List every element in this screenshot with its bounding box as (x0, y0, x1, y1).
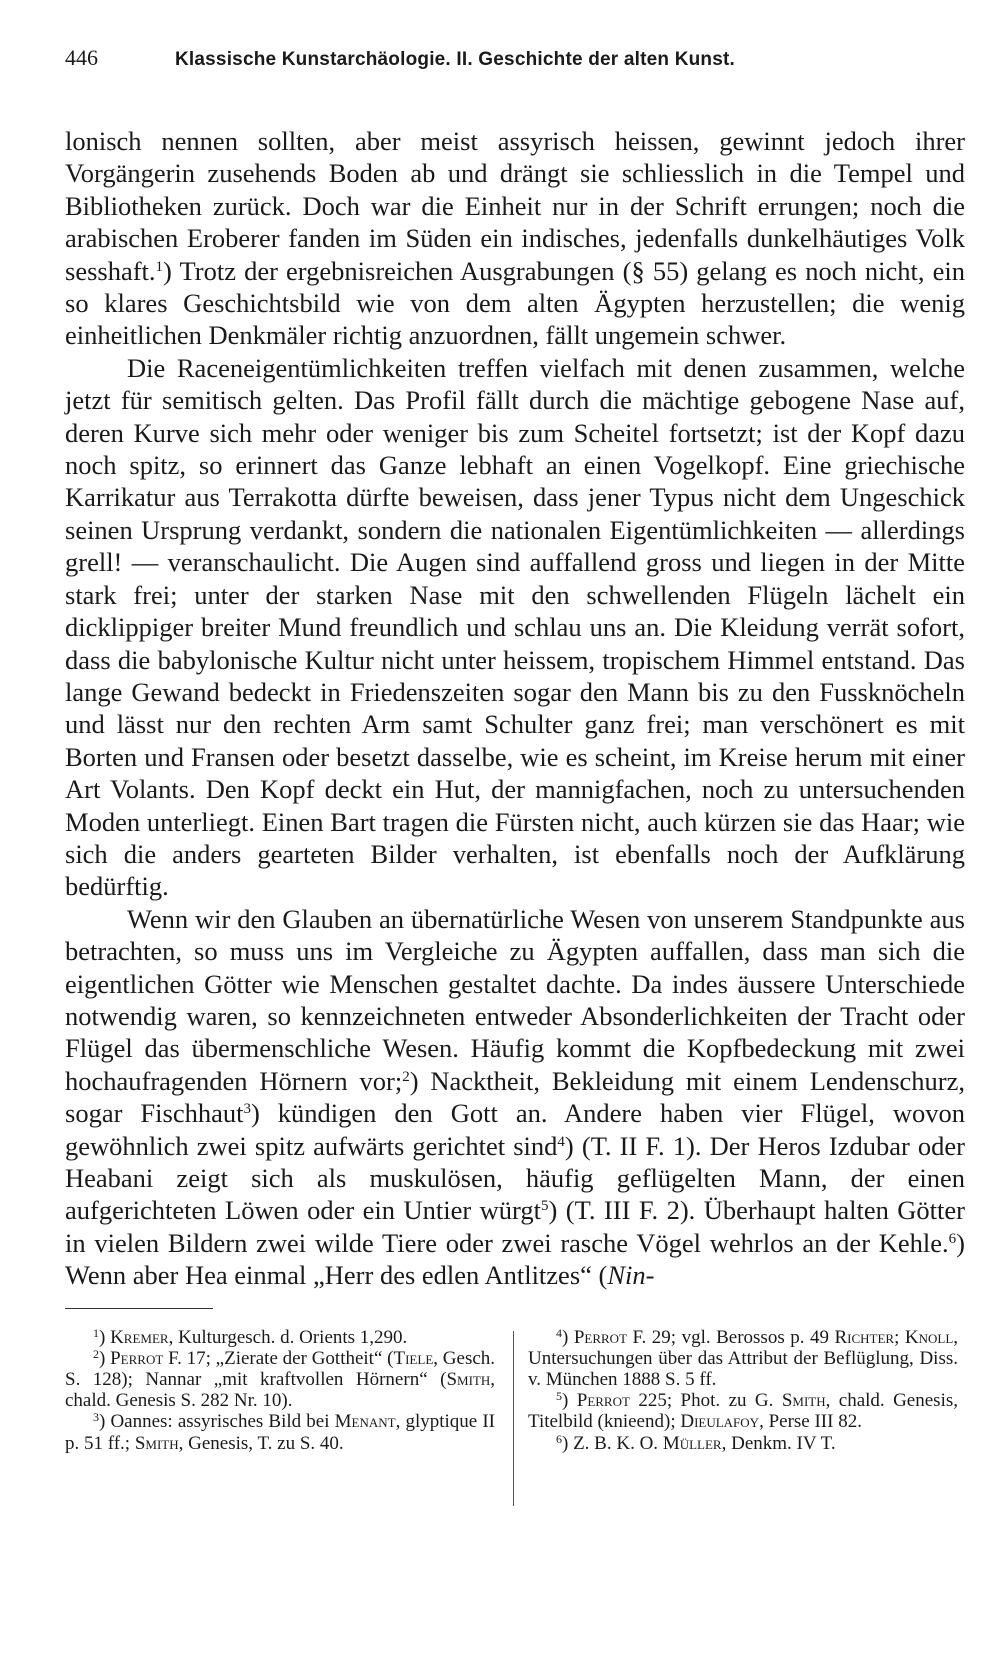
paragraph-1-text-a: lonisch nennen sollten, aber meist assyrisch heissen, gewinnt jedoch ihrer Vorgängerin zusehends Boden ab und drängt sie schliesslich in die Tempel und Bibliotheken zurück. Doch war die Einheit nur in der Schrift errungen; noch die arabischen Eroberer fanden im Süden ein indisches, jedenfalls dunkelhäutiges Volk sesshaft. (65, 126, 965, 286)
footnote-5-author: Perrot (576, 1390, 630, 1412)
footnote-ref-1: 1 (155, 258, 164, 275)
footnote-ref-3: 3 (243, 1101, 251, 1118)
footnote-4-author: Perrot (573, 1326, 628, 1348)
footnote-4-author-3: Knoll (904, 1326, 954, 1348)
paragraph-1-text-b: ) Trotz der ergebnisreichen Ausgrabungen (§ 55) gelang es noch nicht, ein so klares Geschichtsbild wie von dem alten Ägypten herzustellen; die wenig einheitlichen Denkmäler richtig anzuordnen, fällt ungemein schwer. (65, 255, 965, 351)
footnote-ref-2: 2 (402, 1068, 410, 1085)
footnote-2: $^2$) Perrot F. 17; „Zierate der Gottheit“ (Tiele, Gesch. S. 128); Nannar „mit kraftvollen Hörnern“ (Smith, chald. Genesis S. 282 Nr. 10). (65, 1346, 496, 1412)
page (65, 45, 965, 1506)
footnotes-right-column (528, 1327, 958, 1506)
paragraph-1 (65, 125, 965, 352)
paragraph-3-text-italic: Nin- (607, 1260, 655, 1291)
footnote-4-text: F. 29; vgl. Berossos p. 49 (627, 1326, 835, 1348)
footnote-6-text-2: , Denkm. IV T. (721, 1432, 836, 1454)
paragraph-3-text-c: ) kündigen den Gott an. Andere haben vier Flügel, wovon gewöhnlich zwei spitz aufwärts gerichtet sind (65, 1098, 965, 1161)
footnote-ref-5: 5 (541, 1198, 549, 1215)
paragraph-3-text-d: ) (T. II F. 1). Der Heros Izdubar oder Heabani zeigt sich als muskulösen, häufig geflügelten Mann, der einen aufgerichteten Löwen oder ein Untier würgt (65, 1130, 965, 1226)
footnote-4-text-2: , Untersuchungen über das Attribut der Beflüglung, Diss. v. München 1888 S. 5 ff. (528, 1326, 959, 1391)
footnote-column-divider (513, 1331, 514, 1506)
footnote-1-mark: 1 (93, 1325, 99, 1340)
paragraph-3-text-b: ) Nacktheit, Bekleidung mit einem Lendenschurz, sogar Fischhaut (65, 1065, 965, 1129)
paragraph-2: Die Raceneigentümlichkeiten treffen vielfach mit denen zusammen, welche jetzt für semitisch gelten. Das Profil fällt durch die mächtige gebogene Nase auf, deren Kurve sich mehr oder weniger bis zum Scheitel fortsetzt; ist der Kopf dazu noch spitz, so erinnert das Ganze lebhaft an einen Vogelkopf. Eine griechische Karrikatur aus Terrakotta dürfte beweisen, dass jener Typus nicht dem Ungeschick seinen Ursprung verdankt, sondern die nationalen Eigentümlichkeiten — allerdings grell! — veranschaulicht. Die Augen sind auffallend gross und liegen in der Mitte stark frei; unter der starken Nase mit den schwellenden Flügeln lächelt ein dicklippiger breiter Mund freundlich und schlau uns an. Die Kleidung verrät sofort, dass die babylonische Kultur nicht unter heissem, tropischem Himmel entstand. Das lange Gewand bedeckt in Friedenszeiten sogar den Mann bis zu den Fussknöcheln und lässt nur den rechten Arm samt Schulter ganz frei; man verschönert es mit Borten und Fransen oder besetzt dasselbe, wie es scheint, im Kreise herum mit einer Art Volants. Den Kopf deckt ein Hut, der mannigfachen, noch zu untersuchenden Moden unterliegt. Einen Bart tragen die Fürsten nicht, auch kürzen sie das Haar; wie sich die anders gearteten Bilder verhalten, ist ebenfalls noch der Aufklärung bedürftig. (65, 352, 965, 902)
footnote-5-mark: 5 (556, 1389, 562, 1404)
footnote-2-author-3: Smith (446, 1369, 491, 1391)
footnote-3-author: Menant (334, 1411, 396, 1433)
footnote-5: $^5$) Perrot 225; Phot. zu G. Smith, chald. Genesis, Titelbild (knieend); Dieulafoy, Perse III 82. (528, 1389, 958, 1433)
footnote-1: $^1$) Kremer, Kulturgesch. d. Orients 1,290. (93, 1325, 408, 1348)
footnote-ref-4: 4 (557, 1133, 565, 1150)
footnote-2-author: Perrot (110, 1347, 164, 1369)
footnotes (65, 1327, 965, 1506)
paragraph-3-text-e: ) (T. III F. 2). Überhaupt halten Götter in vielen Bildern zwei wilde Tiere oder zwei rasche Vögel wehrlos an der Kehle. (65, 1195, 965, 1258)
footnote-6-mark: 6 (556, 1431, 562, 1446)
footnote-2-text-3: , chald. Genesis S. 282 Nr. 10). (65, 1369, 495, 1412)
footnote-4-mark: 4 (556, 1325, 562, 1340)
page-number: 446 (65, 45, 98, 70)
footnote-6: $^6$) Z. B. K. O. Müller, Denkm. IV T. (556, 1431, 836, 1454)
footnote-5-text-2: , chald. Genesis, Titelbild (knieend); (528, 1390, 958, 1433)
footnote-5-text-3: , Perse III 82. (759, 1411, 862, 1433)
footnote-6-author: Müller (662, 1432, 722, 1454)
footnote-3-text-3: , Genesis, T. zu S. 40. (178, 1432, 344, 1454)
footnote-4: $^4$) Perrot F. 29; vgl. Berossos p. 49 Richter; Knoll, Untersuchungen über das Attribut der Beflüglung, Diss. v. München 1888 S. 5 ff. (528, 1325, 959, 1391)
footnote-3: $^3$) Oannes: assyrisches Bild bei Menant, glyptique II p. 51 ff.; Smith, Genesis, T. zu S. 40. (65, 1410, 495, 1454)
footnote-3-mark: 3 (93, 1410, 99, 1425)
main-text (65, 125, 965, 1292)
footnote-2-author-2: Tiele (393, 1347, 434, 1369)
footnote-6-text: Z. B. K. O. (568, 1432, 663, 1454)
footnote-5-author-3: Dieulafoy (680, 1411, 760, 1433)
footnote-2-text-2: , Gesch. S. 128); Nannar „mit kraftvollen Hörnern“ ( (65, 1347, 496, 1391)
running-header (65, 45, 965, 85)
footnote-1-text: , Kulturgesch. d. Orients 1,290. (168, 1326, 408, 1348)
footnote-5-author-2: Smith (781, 1390, 826, 1412)
paragraph-3 (65, 903, 965, 1292)
footnote-3-author-2: Smith (134, 1432, 179, 1454)
paragraph-3-text-a: Wenn wir den Glauben an übernatürliche Wesen von unserem Standpunkte aus betrachten, so muss uns im Vergleiche zu Ägypten auffallen, dass man sich die eigentlichen Götter wie Menschen gestaltet dachte. Da indes äussere Unterschiede notwendig waren, so kennzeichneten entweder Absonderlichkeiten der Tracht oder Flügel das übermenschliche Wesen. Häufig kommt die Kopfbedeckung mit zwei hochaufragenden Hörnern vor; (65, 903, 965, 1096)
footnote-2-mark: 2 (93, 1346, 99, 1361)
footnote-4-author-2: Richter (834, 1326, 895, 1348)
footnote-1-author: Kremer (110, 1326, 169, 1348)
footnote-5-text: 225; Phot. zu G. (629, 1390, 782, 1412)
footnote-ref-6: 6 (948, 1230, 957, 1247)
paragraph-3-text-f: ) Wenn aber Hea einmal „Herr des edlen Antlitzes“ ( (65, 1227, 965, 1291)
footnote-4-separator: ; (894, 1326, 905, 1348)
footnote-3-text: Oannes: assyrisches Bild bei (105, 1411, 335, 1433)
running-title: Klassische Kunstarchäologie. II. Geschichte der alten Kunst. (175, 49, 735, 70)
footnote-2-text: F. 17; „Zierate der Gottheit“ ( (163, 1347, 394, 1369)
footnotes-left-column (65, 1327, 513, 1506)
footnote-3-text-2: , glyptique II p. 51 ff.; (65, 1411, 495, 1454)
footnote-rule (65, 1308, 213, 1309)
